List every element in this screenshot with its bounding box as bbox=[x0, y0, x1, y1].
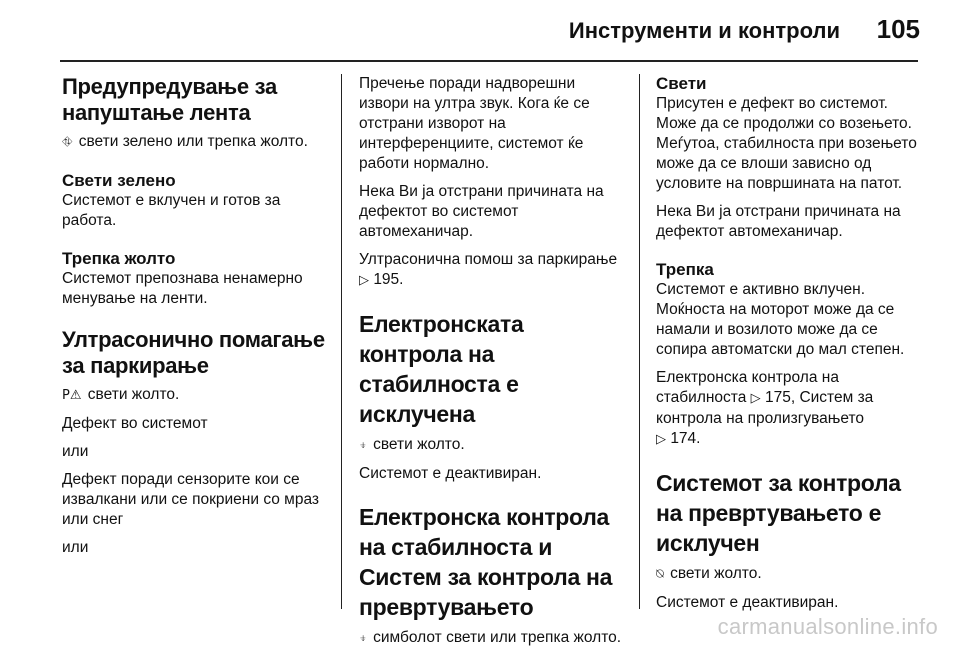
lights-fix-text: Нека Ви ја отстрани причината на дефектот автомеханичар. bbox=[656, 203, 901, 240]
heading-park-assist: Ултрасонично помагање за паркирање bbox=[62, 327, 325, 378]
fault-text-1: Дефект во системот bbox=[62, 415, 208, 432]
column-divider bbox=[341, 74, 342, 609]
fault-text-2: Дефект поради сензорите кои се извалкани или се покриени со мраз или снег bbox=[62, 471, 319, 528]
page-section-title: Инструменти и контроли bbox=[568, 18, 840, 43]
cross-reference-arrow-icon: ▷ bbox=[750, 391, 761, 406]
column-1 bbox=[62, 74, 330, 566]
cross-reference-arrow-icon: ▷ bbox=[656, 432, 666, 447]
header-rule bbox=[60, 60, 918, 62]
page-number: 105 bbox=[876, 14, 920, 44]
tcs-off-icon: ⍉ bbox=[656, 567, 664, 582]
heading-blinks: Трепка bbox=[656, 260, 714, 279]
heading-esc-off: Електронската контрола на стабилноста е исклучена bbox=[359, 311, 524, 427]
interference-text: Пречење поради надворешни извори на ултра звук. Кога ќе се отстрани изворот на интерференциите, системот ќе работи нормално. bbox=[359, 75, 590, 172]
page-header bbox=[0, 0, 960, 60]
cross-reference-arrow-icon: ▷ bbox=[359, 273, 369, 288]
park-ref: Ултрасонична помош за паркирање ▷ 195. bbox=[359, 251, 618, 288]
lane-line: ⛗ свети зелено или трепка жолто. bbox=[62, 132, 330, 153]
heading-lights: Свети bbox=[656, 74, 707, 93]
lane-departure-icon: ⛗ bbox=[62, 135, 73, 150]
heading-lane-departure: Предупредување за напуштање лента bbox=[62, 74, 277, 125]
green-text: Системот е вклучен и готов за работа. bbox=[62, 192, 281, 229]
tcs-off-line: ⍉ свети жолто. bbox=[656, 564, 926, 585]
heading-tcs-off: Системот за контрола на превртувањето е исклучен bbox=[656, 470, 901, 556]
blink-text: Системот препознава ненамерно менување на ленти. bbox=[62, 270, 303, 307]
blinks-text: Системот е активно вклучен. Моќноста на моторот може да се намали и возилото може да се сопира автоматски до мал степен. bbox=[656, 281, 905, 358]
esc-off-text: Системот е деактивиран. bbox=[359, 465, 542, 482]
lights-text: Присутен е дефект во системот. Може да се продолжи со возењето. Меѓутоа, стабилноста при возењето може да се влоши зависно од условите на површината на патот. bbox=[656, 95, 917, 192]
heading-blink: Трепка жолто bbox=[62, 249, 176, 268]
heading-esc-tcs: Електронска контрола на стабилноста и Систем за контрола на превртувањето bbox=[359, 504, 613, 620]
park-line: P⚠ свети жолто. bbox=[62, 385, 330, 406]
column-3 bbox=[656, 74, 926, 621]
esc-off-line: ⍖ свети жолто. bbox=[359, 435, 629, 456]
watermark: carmanualsonline.info bbox=[717, 614, 938, 639]
heading-green: Свети зелено bbox=[62, 171, 176, 190]
have-fixed-text: Нека Ви ја отстрани причината на дефектот во системот автомеханичар. bbox=[359, 183, 604, 240]
parking-assist-icon: P⚠ bbox=[62, 388, 82, 403]
esc-tcs-line: ⍖ симболот свети или трепка жолто. bbox=[359, 628, 629, 649]
tcs-off-text: Системот е деактивиран. bbox=[656, 594, 839, 611]
or-text-1: или bbox=[62, 443, 89, 460]
esc-off-icon: ⍖ bbox=[359, 438, 367, 453]
esc-icon: ⍖ bbox=[359, 631, 367, 646]
or-text-2: или bbox=[62, 539, 89, 556]
esc-ref: Електронска контрола на стабилноста ▷ 175, Систем за контрола на пролизгувањето ▷ 174. bbox=[656, 369, 874, 447]
column-divider bbox=[639, 74, 640, 609]
column-2 bbox=[359, 74, 629, 657]
